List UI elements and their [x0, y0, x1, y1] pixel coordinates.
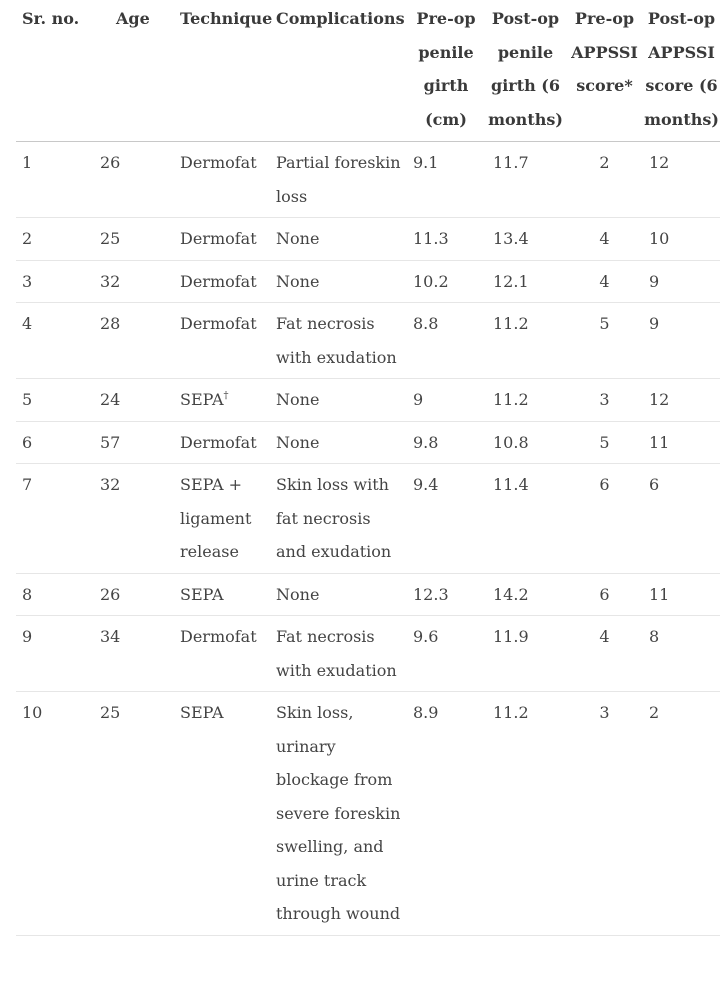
cell-post-op-girth: 11.4: [485, 464, 566, 574]
cell-sr-no: 6: [16, 421, 96, 464]
cell-age: 57: [96, 421, 178, 464]
cell-sr-no: 7: [16, 464, 96, 574]
cell-complications: Skin loss, urinary blockage from severe foreskin swelling, and urine track through wound: [276, 692, 407, 936]
header-complications: Complications: [276, 0, 407, 142]
cell-post-op-appssi: 12: [643, 142, 720, 218]
cell-post-op-appssi: 12: [643, 379, 720, 422]
cell-complications: None: [276, 218, 407, 261]
cell-sr-no: 9: [16, 616, 96, 692]
cell-technique: [178, 464, 276, 574]
technique-text: Dermofat: [180, 314, 257, 333]
cell-age: 26: [96, 142, 178, 218]
cell-pre-op-appssi: 6: [566, 464, 643, 574]
cell-pre-op-appssi: 4: [566, 260, 643, 303]
cell-complications: Partial foreskin loss: [276, 142, 407, 218]
results-table: [16, 0, 720, 936]
header-age: Age: [96, 0, 178, 142]
technique-text: Dermofat: [180, 627, 257, 646]
header-sr-no: Sr. no.: [16, 0, 96, 142]
cell-pre-op-appssi: 5: [566, 421, 643, 464]
technique-text: Dermofat: [180, 432, 257, 452]
cell-age: 32: [96, 260, 178, 303]
cell-complications: None: [276, 379, 407, 422]
header-post-op-girth: Post-op penile girth (6 months): [485, 0, 566, 142]
cell-sr-no: 4: [16, 303, 96, 379]
cell-pre-op-appssi: 4: [566, 616, 643, 692]
cell-post-op-girth: 11.7: [485, 142, 566, 218]
cell-technique: [178, 303, 276, 379]
cell-sr-no: 5: [16, 379, 96, 422]
table-row: [16, 464, 720, 574]
cell-age: 24: [96, 379, 178, 422]
cell-technique: [178, 260, 276, 303]
table-row: [16, 303, 720, 379]
cell-pre-op-appssi: 4: [566, 218, 643, 261]
header-pre-op-girth: Pre-op penile girth (cm): [407, 0, 485, 142]
cell-pre-op-appssi: 3: [566, 692, 643, 936]
cell-post-op-appssi: 8: [643, 616, 720, 692]
cell-technique: [178, 616, 276, 692]
cell-sr-no: 1: [16, 142, 96, 218]
cell-age: 32: [96, 464, 178, 574]
cell-post-op-appssi: 9: [643, 260, 720, 303]
cell-sr-no: 10: [16, 692, 96, 936]
cell-post-op-girth: 11.2: [485, 303, 566, 379]
cell-pre-op-girth: 11.3: [407, 218, 485, 261]
cell-pre-op-girth: 9.6: [407, 616, 485, 692]
table-body: [16, 142, 720, 936]
cell-pre-op-girth: 12.3: [407, 573, 485, 616]
header-pre-op-appssi: Pre-op APPSSI score*: [566, 0, 643, 142]
cell-post-op-appssi: 11: [643, 573, 720, 616]
cell-post-op-girth: 11.9: [485, 616, 566, 692]
header-post-op-appssi: Post-op APPSSI score (6 months): [643, 0, 720, 142]
technique-text: Dermofat: [180, 153, 257, 172]
cell-technique: [178, 421, 276, 464]
cell-technique: [178, 218, 276, 261]
table-row: [16, 379, 720, 422]
cell-sr-no: 8: [16, 573, 96, 616]
cell-age: 26: [96, 573, 178, 616]
cell-pre-op-girth: 9: [407, 379, 485, 422]
cell-age: 34: [96, 616, 178, 692]
technique-text: SEPA: [180, 584, 224, 604]
table-row: [16, 421, 720, 464]
header-row: [16, 0, 720, 142]
cell-sr-no: 3: [16, 260, 96, 303]
cell-age: 25: [96, 692, 178, 936]
cell-technique: [178, 142, 276, 218]
cell-pre-op-appssi: 2: [566, 142, 643, 218]
cell-technique: [178, 573, 276, 616]
cell-pre-op-appssi: 6: [566, 573, 643, 616]
cell-complications: Fat necrosis with exudation: [276, 616, 407, 692]
cell-pre-op-appssi: 5: [566, 303, 643, 379]
cell-technique: [178, 692, 276, 936]
cell-sr-no: 2: [16, 218, 96, 261]
table-row: [16, 260, 720, 303]
cell-pre-op-girth: 8.9: [407, 692, 485, 936]
cell-pre-op-girth: 9.1: [407, 142, 485, 218]
cell-post-op-girth: 11.2: [485, 379, 566, 422]
technique-text: SEPA: [180, 703, 224, 722]
cell-post-op-appssi: 2: [643, 692, 720, 936]
cell-post-op-girth: 13.4: [485, 218, 566, 261]
table-row: [16, 218, 720, 261]
table-row: [16, 616, 720, 692]
cell-complications: None: [276, 260, 407, 303]
footnote-mark: †: [223, 390, 229, 402]
cell-technique: [178, 379, 276, 422]
cell-complications: Skin loss with fat necrosis and exudation: [276, 464, 407, 574]
cell-complications: None: [276, 421, 407, 464]
table-row: [16, 142, 720, 218]
table-row: [16, 573, 720, 616]
cell-post-op-appssi: 9: [643, 303, 720, 379]
cell-pre-op-girth: 9.4: [407, 464, 485, 574]
cell-post-op-girth: 10.8: [485, 421, 566, 464]
cell-complications: None: [276, 573, 407, 616]
technique-text: SEPA + ligament release: [180, 475, 252, 561]
cell-post-op-girth: 11.2: [485, 692, 566, 936]
table-row: [16, 692, 720, 936]
cell-post-op-girth: 14.2: [485, 573, 566, 616]
cell-complications: Fat necrosis with exudation: [276, 303, 407, 379]
technique-text: Dermofat: [180, 229, 257, 248]
cell-pre-op-girth: 10.2: [407, 260, 485, 303]
cell-pre-op-girth: 8.8: [407, 303, 485, 379]
cell-pre-op-girth: 9.8: [407, 421, 485, 464]
cell-post-op-appssi: 6: [643, 464, 720, 574]
cell-post-op-appssi: 10: [643, 218, 720, 261]
cell-pre-op-appssi: 3: [566, 379, 643, 422]
header-technique: Technique: [178, 0, 276, 142]
technique-text: SEPA: [180, 390, 224, 409]
cell-post-op-girth: 12.1: [485, 260, 566, 303]
cell-post-op-appssi: 11: [643, 421, 720, 464]
cell-age: 25: [96, 218, 178, 261]
cell-age: 28: [96, 303, 178, 379]
technique-text: Dermofat: [180, 271, 257, 291]
